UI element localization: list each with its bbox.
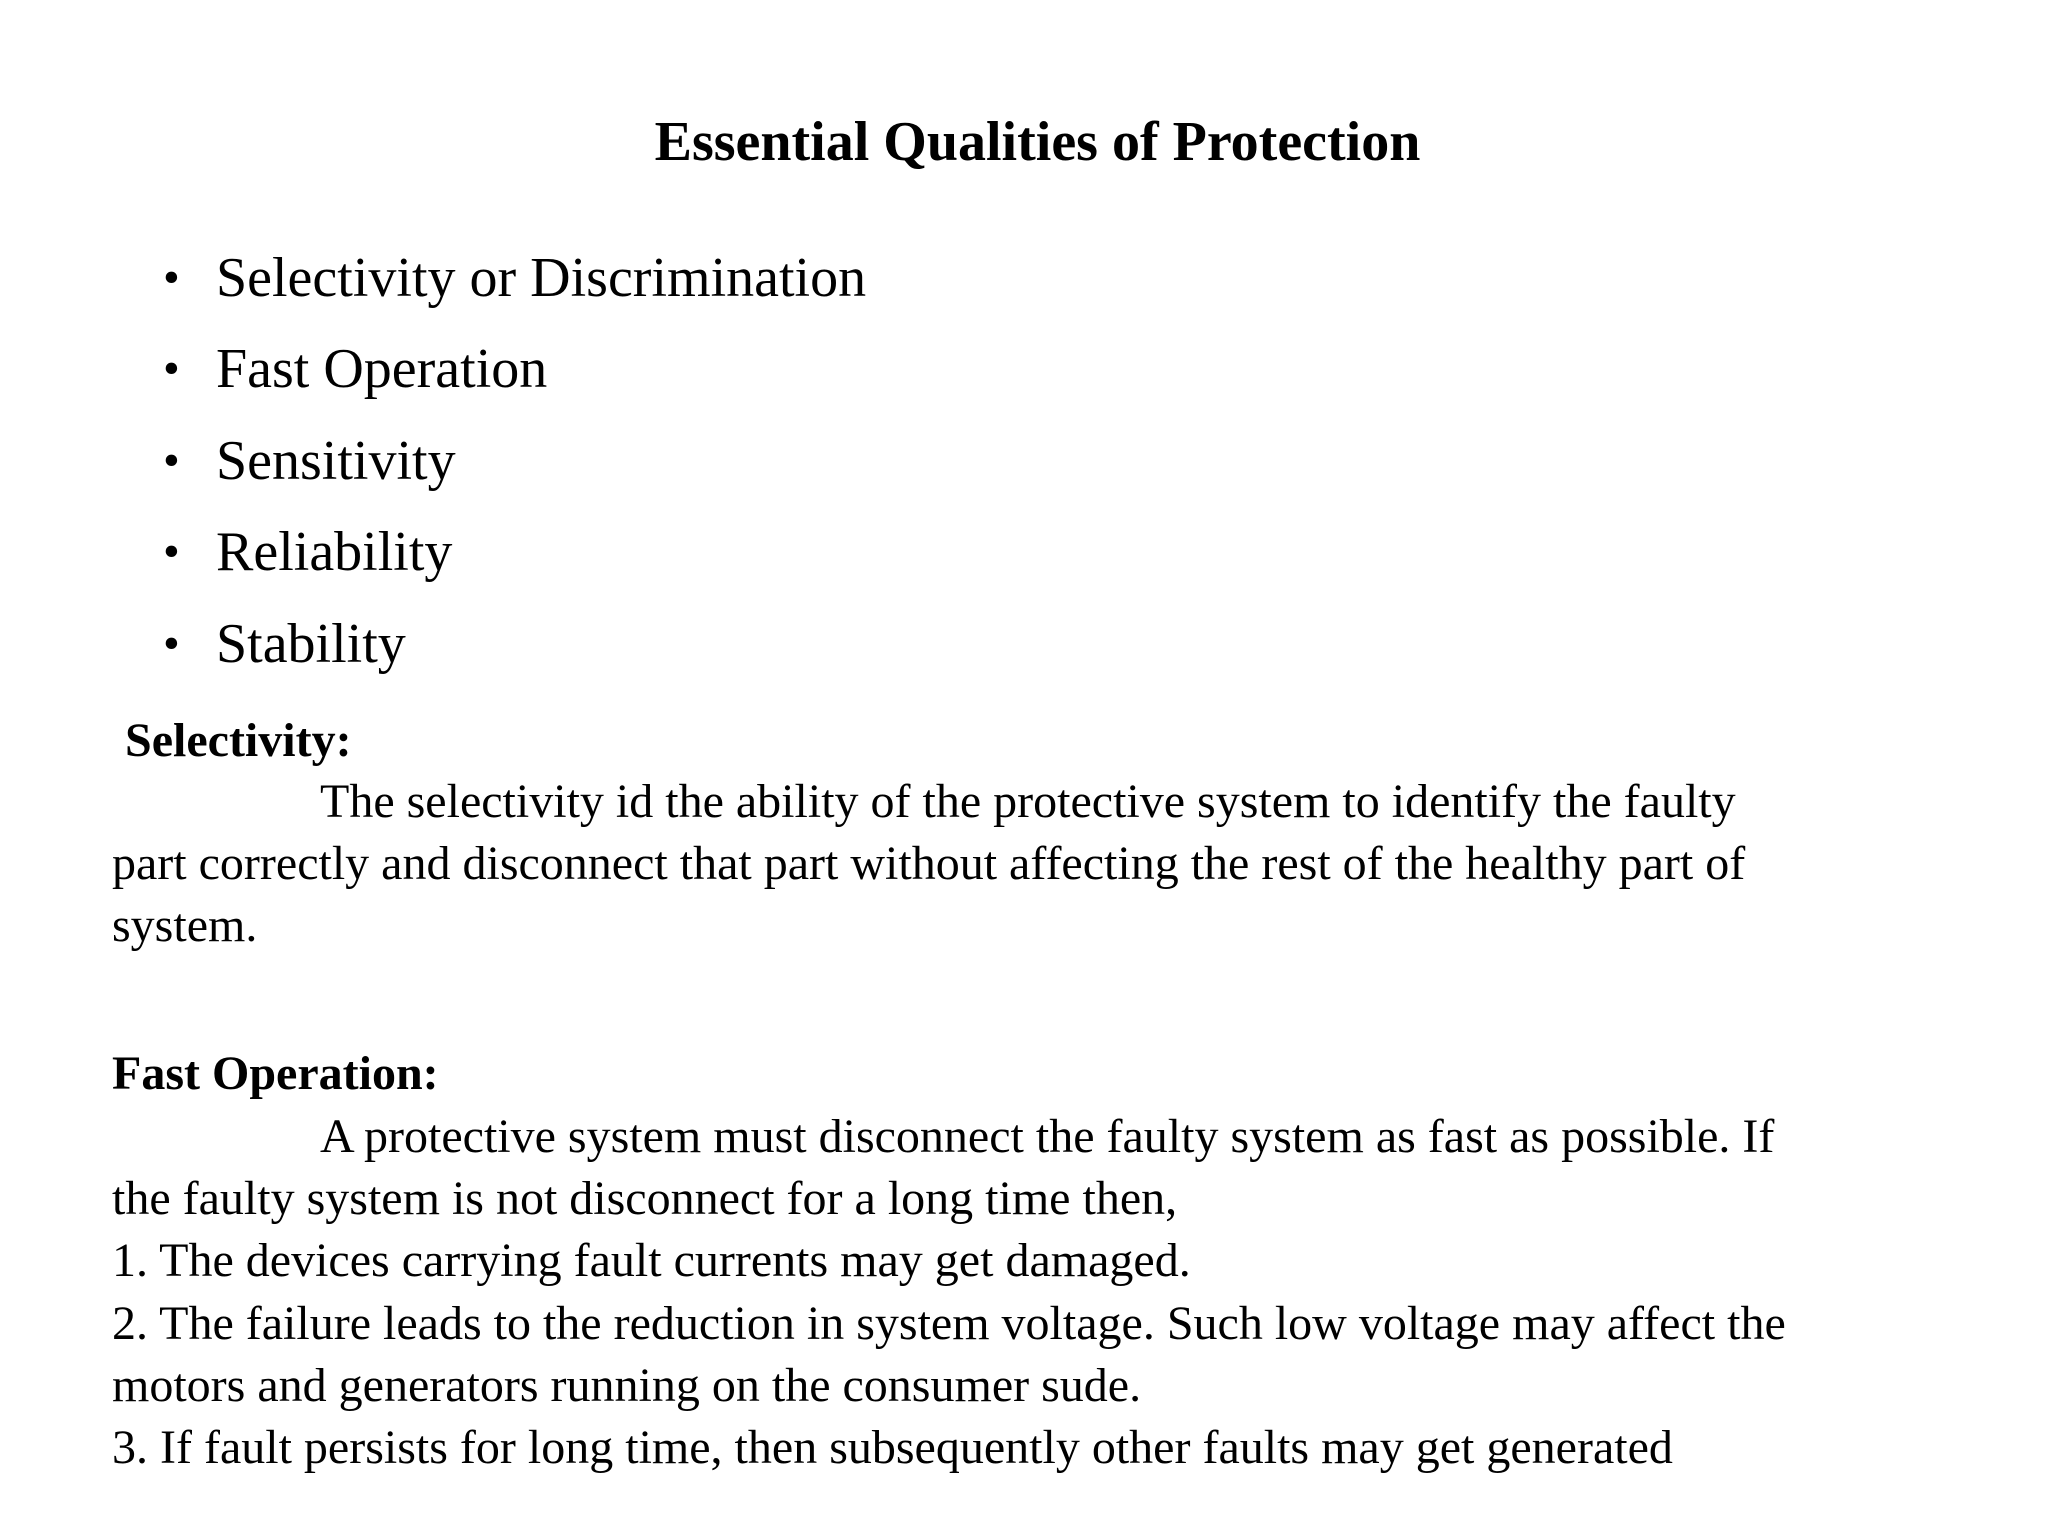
fast-operation-line-1: A protective system must disconnect the faulty system as fast as possible. If xyxy=(320,1110,1775,1163)
bullet-icon: • xyxy=(163,617,180,670)
bullet-icon: • xyxy=(163,525,180,578)
fast-operation-heading: Fast Operation: xyxy=(112,1047,439,1100)
bullet-icon: • xyxy=(163,342,180,395)
fast-operation-line-6: 3. If fault persists for long time, then subsequently other faults may get generated xyxy=(112,1421,1673,1474)
bullet-icon: • xyxy=(163,434,180,487)
document-page: Essential Qualities of Protection • Selectivity or Discrimination • Fast Operation • Sensitivity • Reliability • Stability Selectivity: The selectivity id the ability of the protective system to identify the faulty part correctly and disconnect that part without affecting the rest of the healthy part of system. Fast Operation: A protective system must disconnect the faulty system as fast as possible. If the faulty system is not disconnect for a long time then, 1. The devices carrying fault currents may get damaged. 2. The failure leads to the reduction in system voltage. Such low voltage may affect the motors and generators running on the consumer sude. 3. If fault persists for long time, then subsequently other faults may get generated xyxy=(0,0,2048,1536)
selectivity-text: The selectivity id the ability of the protective system to identify the faulty xyxy=(320,775,1736,828)
page-title: Essential Qualities of Protection xyxy=(654,111,1421,173)
selectivity-line-1 xyxy=(320,772,1915,832)
fast-operation-line-2: the faulty system is not disconnect for a long time then, xyxy=(112,1172,1178,1225)
fast-operation-line-5: motors and generators running on the consumer sude. xyxy=(112,1359,1142,1412)
selectivity-heading: Selectivity: xyxy=(125,714,352,767)
selectivity-line-2: part correctly and disconnect that part without affecting the rest of the healthy part of xyxy=(112,837,1746,890)
fast-operation-line-4: 2. The failure leads to the reduction in system voltage. Such low voltage may affect the xyxy=(112,1297,1786,1350)
fast-operation-line-3: 1. The devices carrying fault currents may get damaged. xyxy=(112,1234,1191,1287)
selectivity-line-3: system. xyxy=(112,899,258,952)
bullet-icon: • xyxy=(163,251,180,304)
